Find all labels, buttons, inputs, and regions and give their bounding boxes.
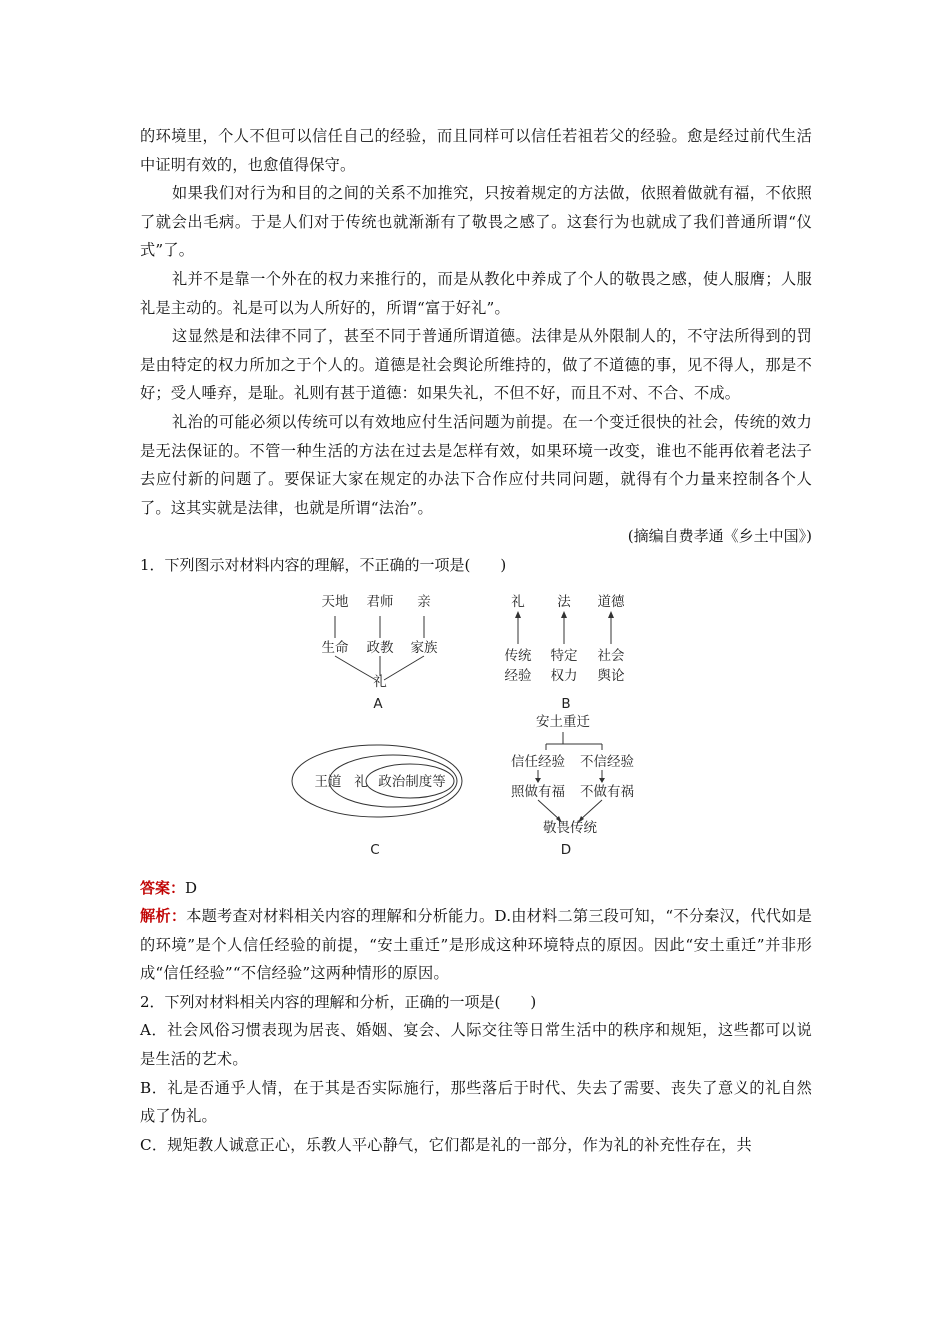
diagram-b-bottom-1b: 经验 <box>504 667 532 684</box>
question-2-option-b: B．礼是否通乎人情，在于其是否实际施行，那些落后于时代、失去了需要、丧失了意义的礼自然成了伪礼。 <box>140 1078 812 1126</box>
question-2-option-c: C．规矩教人诚意正心，乐教人平心静气，它们都是礼的一部分，作为礼的补充性存在，共 <box>140 1135 752 1154</box>
diagram-a-label: A <box>373 695 383 712</box>
diagram-b-bottom-3a: 社会 <box>597 647 625 664</box>
source-citation: (摘编自费孝通《乡土中国》) <box>627 527 812 546</box>
diagram-a-mid-1: 生命 <box>321 639 349 656</box>
diagram-a-mid-3: 家族 <box>410 639 438 656</box>
diagram-b-bottom-2b: 权力 <box>550 667 578 684</box>
diagram-a-mid-2: 政教 <box>366 639 394 656</box>
analysis-paragraph <box>140 902 812 988</box>
diagram-c-middle: 礼 <box>354 773 368 790</box>
diagram-d-top: 安土重迁 <box>536 713 590 730</box>
answer-value: D <box>185 878 198 897</box>
analysis-text: 本题考查对材料相关内容的理解和分析能力。D.由材料二第三段可知，“不分秦汉，代代如是的环境”是个人信任经验的前提，“安土重迁”是形成这种环境特点的原因。因此“安土重迁”并非形成“信任经验”“不信经验”这两种情形的原因。 <box>140 907 812 983</box>
diagram-a-top-3: 亲 <box>417 593 431 610</box>
diagram-d-label: D <box>560 841 572 858</box>
diagram-a-top-2: 君师 <box>366 593 394 610</box>
passage-paragraph-4: 这显然是和法律不同了，甚至不同于普通所谓道德。法律是从外限制人的，不守法所得到的罚是由特定的权力所加之于个人的。道德是社会舆论所维持的，做了不道德的事，见不得人，那是不好；受人唾弃，是耻。礼则有甚于道德：如果失礼，不但不好，而且不对、不合、不成。 <box>140 327 812 403</box>
diagram-d-row1-1: 信任经验 <box>511 753 565 770</box>
diagram-c-label: C <box>370 841 380 858</box>
passage-paragraph-1: 的环境里，个人不但可以信任自己的经验，而且同样可以信任若祖若父的经验。愈是经过前代生活中证明有效的，也愈值得保守。 <box>140 127 812 174</box>
diagram-a-top-1: 天地 <box>321 593 349 610</box>
answer-line <box>140 874 812 903</box>
passage-paragraph-5: 礼治的可能必须以传统可以有效地应付生活问题为前提。在一个变迁很快的社会，传统的效力是无法保证的。不管一种生活的方法在过去是怎样有效，如果环境一改变，谁也不能再依着老法子去应付新的问题了。要保证大家在规定的办法下合作应付共同问题，就得有个力量来控制各个人了。这其实就是法律，也就是所谓“法治”。 <box>140 412 812 517</box>
diagram-b-top-2: 法 <box>557 593 571 610</box>
question-2-option-a: A．社会风俗习惯表现为居丧、婚姻、宴会、人际交往等日常生活中的秩序和规矩，这些都可以说是生活的艺术。 <box>140 1021 812 1069</box>
diagram-b-top-3: 道德 <box>597 593 625 610</box>
answer-label: 答案： <box>140 878 186 897</box>
passage-paragraph-3: 礼并不是靠一个外在的权力来推行的，而是从教化中养成了个人的敬畏之感，使人服膺；人服礼是主动的。礼是可以为人所好的，所谓“富于好礼”。 <box>140 269 812 317</box>
diagram-b-top-1: 礼 <box>511 593 525 610</box>
question-1-figure <box>140 584 812 874</box>
question-2: 2．下列对材料相关内容的理解和分析，正确的一项是( ) <box>140 992 537 1011</box>
diagram-b-bottom-1a: 传统 <box>504 647 532 664</box>
question-1: 1．下列图示对材料内容的理解，不正确的一项是( ) <box>140 555 507 574</box>
document-page <box>140 122 812 1159</box>
diagram-b-bottom-3b: 舆论 <box>597 667 625 684</box>
diagram-a-bottom: 礼 <box>373 673 387 690</box>
diagram-d-row2-2: 不做有祸 <box>580 783 634 800</box>
diagram-d-row1-2: 不信经验 <box>580 753 634 770</box>
diagram-b-label: B <box>561 695 571 712</box>
diagram-c-inner: 政治制度等 <box>378 773 446 790</box>
diagram-d-row2-1: 照做有福 <box>511 783 565 800</box>
diagram-b-bottom-2a: 特定 <box>550 647 578 664</box>
passage-paragraph-2: 如果我们对行为和目的之间的关系不加推究，只按着规定的方法做，依照着做就有福，不依照了就会出毛病。于是人们对于传统也就渐渐有了敬畏之感了。这套行为也就成了我们普通所谓“仪式”了。 <box>140 184 812 260</box>
diagram-c-outer: 王道 <box>314 773 342 790</box>
diagram-svg <box>140 584 812 874</box>
analysis-label: 解析： <box>140 907 187 926</box>
diagram-d-bottom: 敬畏传统 <box>543 819 597 836</box>
